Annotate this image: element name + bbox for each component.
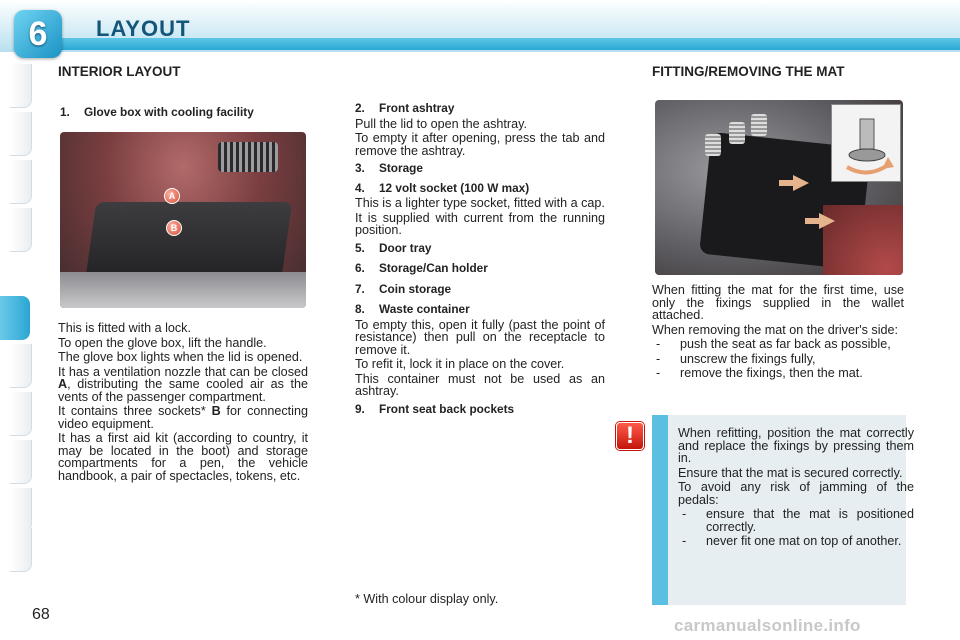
chapter-tab[interactable] — [10, 528, 32, 572]
list-item: - unscrew the fixings fully, — [652, 353, 904, 366]
item-title — [355, 262, 605, 275]
paragraph — [58, 366, 308, 404]
pedal — [751, 114, 767, 136]
paragraph: When fitting the mat for the first time, use only the fixings supplied in the wallet attached. — [652, 283, 904, 322]
item-number: 9. — [355, 401, 365, 416]
paragraph: Pull the lid to open the ashtray. — [355, 116, 527, 131]
item-number: 2. — [355, 101, 365, 115]
item-number: 7. — [355, 281, 365, 296]
seat-edge — [823, 205, 903, 275]
air-vent — [218, 142, 278, 172]
mat-description — [652, 284, 904, 382]
chapter-tab-active[interactable] — [0, 296, 30, 340]
chapter-tab[interactable] — [10, 64, 32, 108]
chapter-tab[interactable] — [10, 344, 32, 388]
item-title-text: Door tray — [379, 240, 432, 255]
list-item: - remove the fixings, then the mat. — [652, 367, 904, 380]
chapter-badge — [14, 10, 62, 58]
chapter-tab[interactable] — [10, 208, 32, 252]
item-9 — [355, 403, 605, 416]
item-number: 1. — [60, 105, 70, 119]
item-4 — [355, 182, 605, 237]
item-title-text: Glove box with cooling facility — [84, 105, 254, 119]
item-title-text: Coin storage — [379, 281, 452, 296]
paragraph: When removing the mat on the driver's side: — [652, 322, 898, 337]
chapter-tabs — [0, 64, 34, 574]
warning-box — [652, 415, 914, 605]
chapter-number: 6 — [28, 14, 48, 53]
chapter-tab[interactable] — [10, 160, 32, 204]
page-title: LAYOUT — [96, 16, 191, 41]
glove-box-photo — [60, 132, 306, 308]
item-title — [355, 182, 605, 195]
item-title-text: Storage/Can holder — [379, 261, 488, 275]
ref-b: B — [211, 404, 221, 418]
item-6 — [355, 262, 605, 275]
paragraph: To open the glove box, lift the handle. — [58, 335, 267, 350]
item-2 — [355, 102, 605, 157]
text-run: It contains three sockets* — [58, 404, 206, 418]
item-title — [355, 162, 605, 175]
marker-b: B — [166, 220, 182, 236]
paragraph: When refitting, position the mat correctly and replace the fixings by pressing them in. — [678, 426, 914, 465]
item-title-text: Waste container — [379, 302, 470, 316]
item-title-text: Front seat back pockets — [379, 401, 515, 416]
fixing-detail-inset — [831, 104, 901, 182]
item-number: 3. — [355, 161, 365, 175]
list-item: - push the seat as far back as possible, — [652, 338, 904, 351]
page-number: 68 — [32, 606, 50, 623]
list-item: - never fit one mat on top of another. — [678, 535, 914, 548]
fixing-rotate-icon — [832, 105, 902, 183]
paragraph: To refit it, lock it in place on the cover. — [355, 357, 565, 371]
list-item: - ensure that the mat is positioned correctly. — [678, 508, 914, 533]
watermark: carmanualsonline.info — [674, 616, 861, 635]
item-title — [60, 106, 310, 119]
marker-a: A — [164, 188, 180, 204]
paragraph: To avoid any risk of jamming of the pedals: — [678, 480, 914, 507]
paragraph: To empty this, open it fully (past the point of resistance) then pull on the receptacle to remove it. — [355, 317, 605, 357]
paragraph: This is a lighter type socket, fitted with a cap. — [355, 196, 605, 210]
chapter-tab[interactable] — [10, 488, 32, 532]
paragraph: It has a first aid kit (according to country, it may be located in the boot) and storage compartments for a pen, the vehicle handbook, a pair of spectacles, tokens, etc. — [58, 431, 308, 483]
paragraph: Ensure that the mat is secured correctly. — [678, 465, 903, 480]
item-7 — [355, 283, 605, 296]
text-run: It has a ventilation nozzle that can be closed — [58, 364, 308, 379]
interior-layout-heading: INTERIOR LAYOUT — [58, 64, 181, 79]
lower-panel — [60, 272, 306, 308]
floor-mat-photo — [655, 100, 903, 275]
text-run: for connecting video equipment. — [58, 404, 308, 431]
item-title — [355, 403, 605, 416]
chapter-tab[interactable] — [10, 112, 32, 156]
item-title — [355, 242, 605, 255]
text-run: , distributing the same cooled air as the vents of the passenger compartment. — [58, 377, 308, 404]
paragraph: The glove box lights when the lid is opened. — [58, 350, 303, 364]
item-number: 5. — [355, 240, 365, 255]
chapter-tab[interactable] — [10, 392, 32, 436]
paragraph: To empty it after opening, press the tab and remove the ashtray. — [355, 131, 605, 158]
arrow-shaft — [805, 218, 819, 224]
warning-steps — [678, 508, 914, 548]
arrow-right-icon — [793, 175, 809, 191]
items-list — [355, 102, 605, 418]
item-title — [355, 283, 605, 296]
item-8 — [355, 303, 605, 398]
arrow-shaft — [779, 180, 793, 186]
mat-removal-steps — [652, 338, 904, 380]
item-number: 4. — [355, 180, 365, 195]
warning-exclamation-icon: ! — [616, 422, 644, 450]
item-title-text: 12 volt socket (100 W max) — [379, 180, 530, 195]
item-title-text: Storage — [379, 161, 423, 175]
item-5 — [355, 242, 605, 255]
glove-box-description — [58, 322, 308, 484]
paragraph: This container must not be used as an ashtray. — [355, 371, 605, 398]
item-number: 6. — [355, 261, 365, 275]
warning-text — [678, 427, 914, 550]
item-title — [355, 102, 605, 115]
pedal — [729, 122, 745, 144]
paragraph: It is supplied with current from the running position. — [355, 210, 605, 237]
header-accent-bar — [58, 38, 960, 50]
pedal — [705, 134, 721, 156]
item-3 — [355, 162, 605, 175]
item-number: 8. — [355, 302, 365, 316]
paragraph — [58, 405, 308, 430]
ref-a: A — [58, 377, 68, 391]
paragraph: This is fitted with a lock. — [58, 321, 191, 335]
chapter-tab[interactable] — [10, 440, 32, 484]
item-title — [355, 303, 605, 316]
mat-heading: FITTING/REMOVING THE MAT — [652, 64, 845, 79]
item-title-text: Front ashtray — [379, 101, 455, 115]
item-1 — [60, 106, 310, 122]
arrow-right-icon — [819, 213, 835, 229]
footnote: * With colour display only. — [355, 592, 499, 606]
